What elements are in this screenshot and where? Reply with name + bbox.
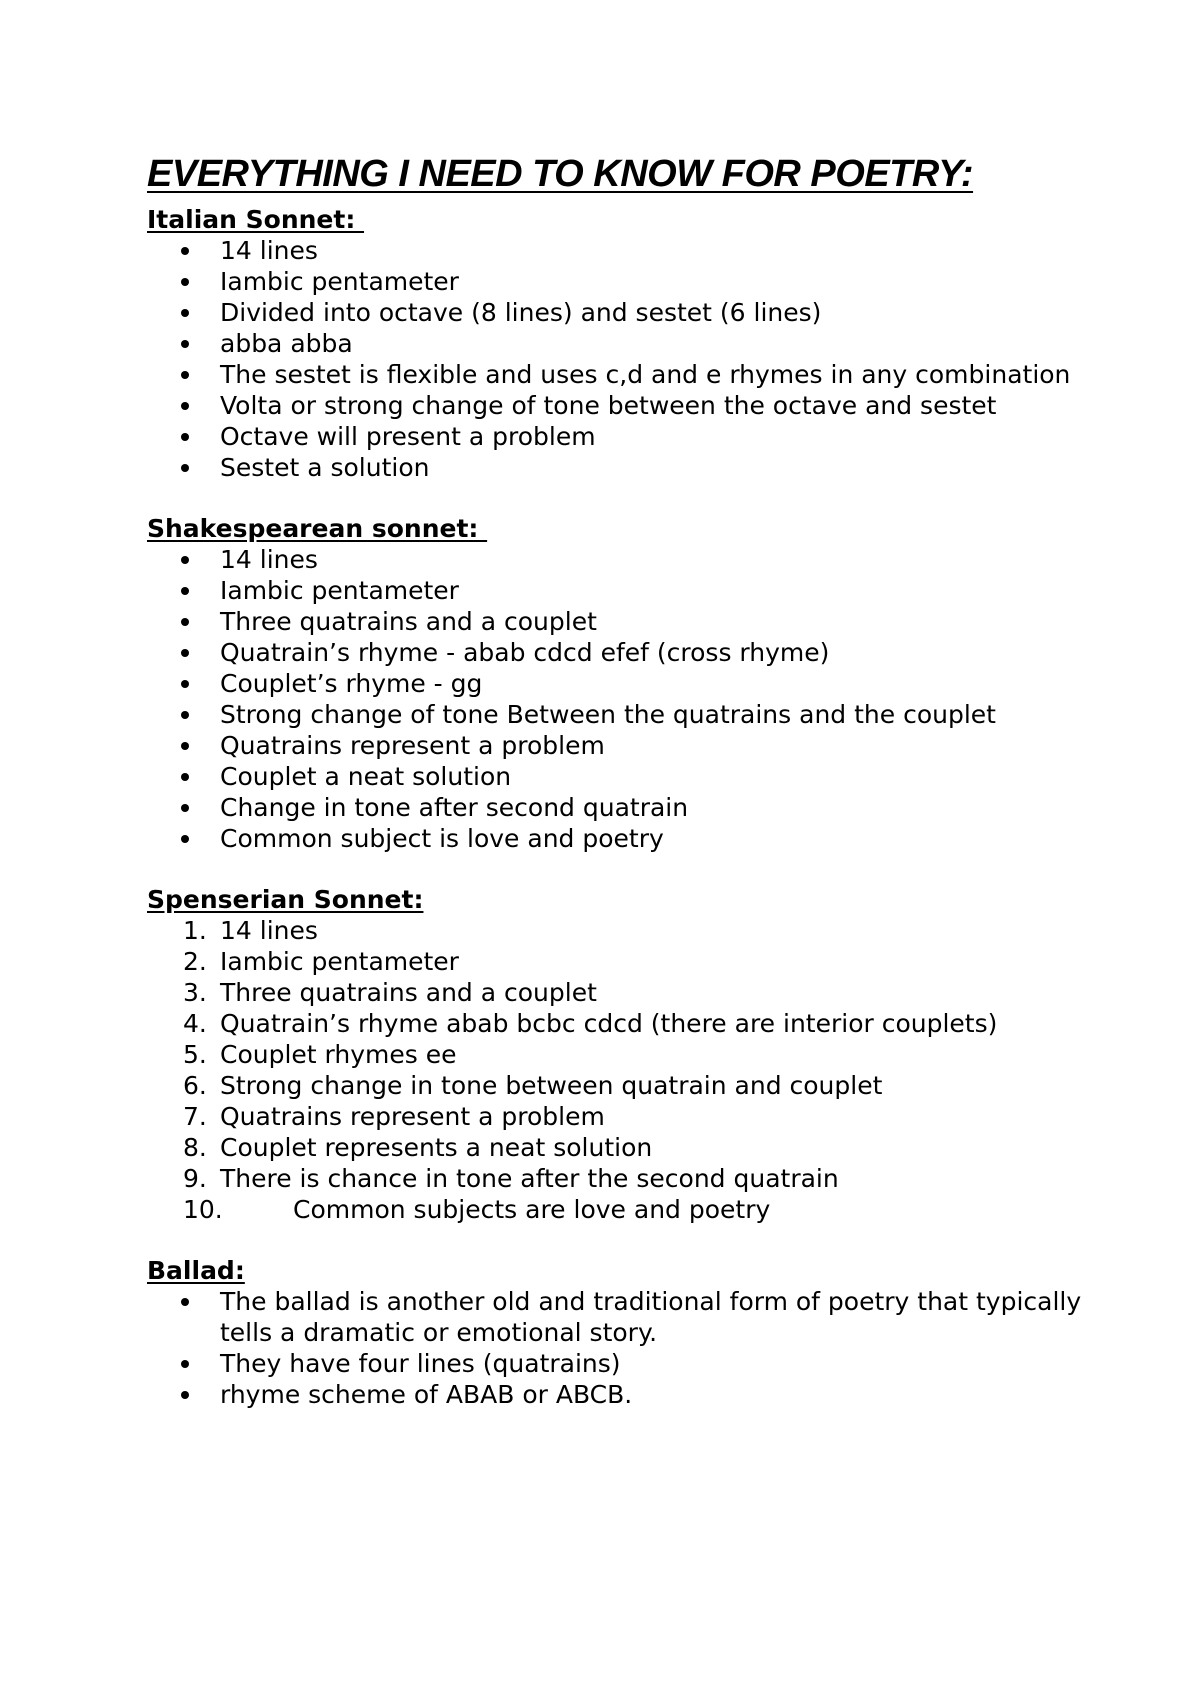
numbered-list — [147, 915, 1087, 1225]
section-heading: Ballad: — [147, 1256, 245, 1285]
item-number: 4. — [183, 1009, 207, 1038]
item-number: 2. — [183, 947, 207, 976]
bullet-list — [147, 1286, 1087, 1410]
list-item: Three quatrains and a couplet — [220, 607, 597, 636]
list-item: Strong change of tone Between the quatrains and the couplet — [220, 700, 996, 729]
item-number: 10. — [183, 1195, 223, 1224]
list-item: Divided into octave (8 lines) and sestet (6 lines) — [220, 298, 822, 327]
list-item: 14 lines — [220, 545, 318, 574]
item-number: 3. — [183, 978, 207, 1007]
item-number: 6. — [183, 1071, 207, 1100]
list-item: 8. Couplet represents a neat solution — [183, 1133, 653, 1162]
item-number: 5. — [183, 1040, 207, 1069]
list-item: 7. Quatrains represent a problem — [183, 1102, 605, 1131]
list-item: 10. Common subjects are love and poetry — [183, 1195, 771, 1224]
list-item: The sestet is flexible and uses c,d and e rhymes in any combination — [220, 360, 1071, 389]
item-number: 7. — [183, 1102, 207, 1131]
list-item: 1. 14 lines — [183, 916, 318, 945]
item-number: 8. — [183, 1133, 207, 1162]
list-item: 2. Iambic pentameter — [183, 947, 459, 976]
list-item: Sestet a solution — [220, 453, 430, 482]
list-item: Common subject is love and poetry — [220, 824, 664, 853]
section-heading: Italian Sonnet: — [147, 205, 365, 234]
item-number: 9. — [183, 1164, 207, 1193]
section-shakespearean-sonnet — [147, 513, 1087, 854]
section-italian-sonnet — [147, 204, 1087, 483]
list-item: 14 lines — [220, 236, 318, 265]
list-item: Volta or strong change of tone between the octave and sestet — [220, 391, 997, 420]
list-item: Iambic pentameter — [220, 576, 459, 605]
list-item: abba abba — [220, 329, 353, 358]
list-item: rhyme scheme of ABAB or ABCB. — [220, 1380, 633, 1409]
list-item: Change in tone after second quatrain — [220, 793, 689, 822]
list-item: 9. There is chance in tone after the second quatrain — [183, 1164, 839, 1193]
section-heading: Shakespearean sonnet: — [147, 514, 488, 543]
list-item: 6. Strong change in tone between quatrain and couplet — [183, 1071, 883, 1100]
section-heading: Spenserian Sonnet: — [147, 885, 424, 914]
document-page — [147, 148, 1087, 1440]
bullet-list — [147, 544, 1087, 854]
list-item: Octave will present a problem — [220, 422, 596, 451]
list-item: They have four lines (quatrains) — [220, 1349, 621, 1378]
list-item: The ballad is another old and traditional form of poetry that typically tells a dramatic or emotional story. — [220, 1287, 1082, 1347]
list-item: 4. Quatrain’s rhyme abab bcbc cdcd (there are interior couplets) — [183, 1009, 998, 1038]
item-number: 1. — [183, 916, 207, 945]
list-item: Quatrain’s rhyme - abab cdcd efef (cross rhyme) — [220, 638, 830, 667]
bullet-list — [147, 235, 1087, 483]
list-item: 3. Three quatrains and a couplet — [183, 978, 597, 1007]
section-ballad — [147, 1255, 1087, 1410]
list-item: Couplet’s rhyme - gg — [220, 669, 483, 698]
list-item: 5. Couplet rhymes ee — [183, 1040, 457, 1069]
list-item: Couplet a neat solution — [220, 762, 512, 791]
document-title: EVERYTHING I NEED TO KNOW FOR POETRY: — [147, 153, 974, 195]
list-item: Iambic pentameter — [220, 267, 459, 296]
section-spenserian-sonnet — [147, 884, 1087, 1225]
list-item: Quatrains represent a problem — [220, 731, 605, 760]
